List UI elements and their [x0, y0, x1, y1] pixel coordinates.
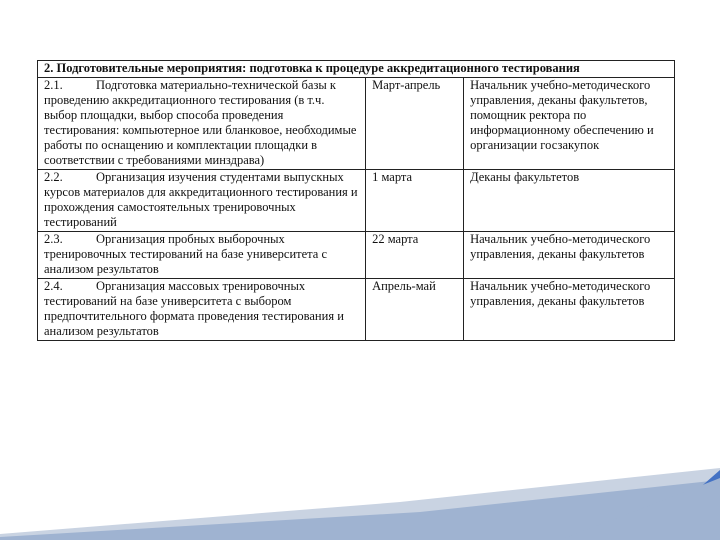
footer-stripe-blue-band — [560, 478, 720, 540]
responsible-cell: Начальник учебно-методического управления, деканы факультетов, помощник ректора по информационному обеспечению и организации госзакупок — [464, 78, 675, 170]
responsible-cell: Начальник учебно-методического управления, деканы факультетов — [464, 232, 675, 279]
footer-stripe-light — [0, 468, 720, 540]
task-cell — [38, 78, 366, 170]
footer-stripe-blue — [640, 470, 720, 540]
responsible-cell: Начальник учебно-методического управления, деканы факультетов — [464, 279, 675, 341]
task-text: Организация массовых тренировочных тестирований на базе университета с выбором предпочтительного формата проведения тестирования и анализом результатов — [44, 279, 344, 338]
task-text: Организация пробных выборочных тренировочных тестирований на базе университета с анализом результатов — [44, 232, 328, 276]
activities-table — [37, 60, 675, 341]
row-number: 2.3. — [44, 232, 63, 246]
footer-stripe-mid — [0, 480, 720, 540]
row-number: 2.1. — [44, 78, 63, 92]
row-number: 2.2. — [44, 170, 63, 184]
row-number: 2.4. — [44, 279, 63, 293]
table-row — [38, 279, 675, 341]
task-cell — [38, 170, 366, 232]
section-header: 2. Подготовительные мероприятия: подготовка к процедуре аккредитационного тестирования — [38, 61, 675, 78]
task-text: Организация изучения студентами выпускных курсов материалов для аккредитационного тестирования и прохождения самостоятельных тренировочных тестирований — [44, 170, 358, 229]
table-row — [38, 232, 675, 279]
table-row — [38, 78, 675, 170]
responsible-cell: Деканы факультетов — [464, 170, 675, 232]
section-header-row — [38, 61, 675, 78]
table-row — [38, 170, 675, 232]
date-cell: 1 марта — [366, 170, 464, 232]
task-cell — [38, 232, 366, 279]
task-text: Подготовка материально-технической базы к проведению аккредитационного тестирования (в т.ч. выбор площадки, выбор способа проведения тестирования: компьютерное или бланковое, необходимые работы по оснащению и комплектации площадки в соответствии с требованиями минздрава) — [44, 78, 357, 167]
date-cell: 22 марта — [366, 232, 464, 279]
task-cell — [38, 279, 366, 341]
date-cell: Март-апрель — [366, 78, 464, 170]
date-cell: Апрель-май — [366, 279, 464, 341]
